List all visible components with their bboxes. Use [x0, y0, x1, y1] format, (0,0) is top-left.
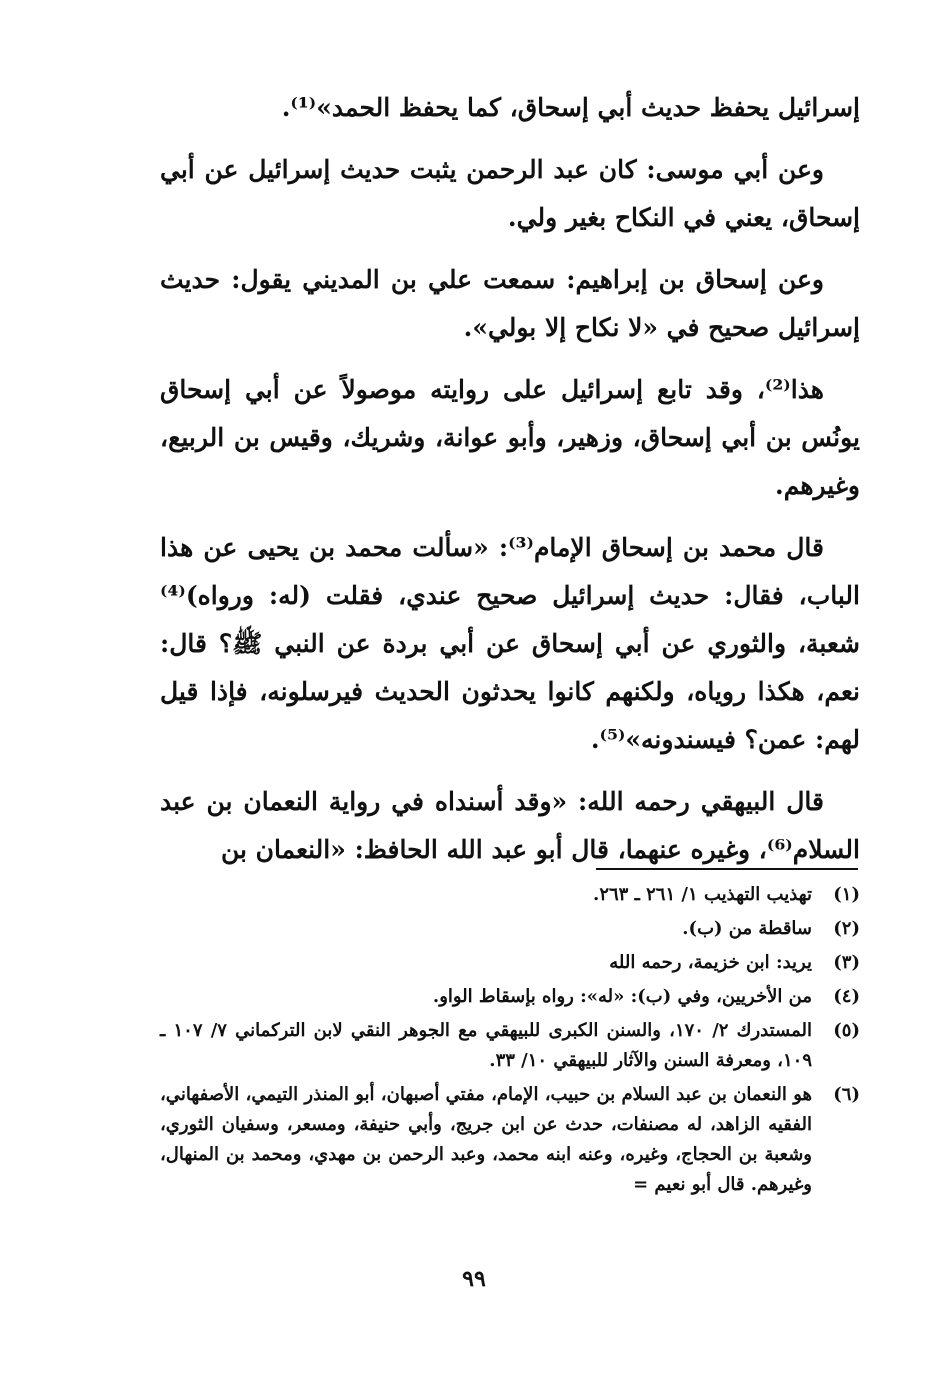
footnote-number: (٦) — [833, 1084, 860, 1105]
page-number: ٩٩ — [462, 1266, 486, 1292]
footnote — [160, 1016, 860, 1076]
footnote-text: من الأخريين، وفي (ب): «له»: رواه بإسقاط الواو. — [432, 986, 812, 1007]
footnote-number: (٣) — [833, 952, 860, 973]
footnote — [160, 1080, 860, 1200]
paragraph-4: هذا⁽²⁾، وقد تابع إسرائيل على روايته موصولاً عن أبي إسحاق يونُس بن أبي إسحاق، وزهير، وأبو عوانة، وشريك، وقيس بن الربيع، وغيرهم. — [160, 375, 860, 500]
footnote-text: ساقطة من (ب). — [682, 918, 812, 939]
footnote-text: هو النعمان بن عبد السلام بن حبيب، الإمام، مفتي أصبهان، أبو المنذر التيمي، الأصفهاني، الفقيه الزاهد، له مصنفات، حدث عن ابن جريج، وأبي حنيفة، ومسعر، وسفيان الثوري، وشعبة بن الحجاج، وغيره، وعنه ابنه محمد، وعبد الرحمن بن مهدي، ومحمد بن المنهال، وغيرهم. قال أبو نعيم = — [160, 1084, 812, 1195]
footnote-number: (٢) — [833, 918, 860, 939]
footnote-number: (٤) — [833, 986, 860, 1007]
paragraph-1: إسرائيل يحفظ حديث أبي إسحاق، كما يحفظ الحمد»⁽¹⁾. — [281, 93, 860, 122]
paragraph-3: وعن إسحاق بن إبراهيم: سمعت علي بن المديني يقول: حديث إسرائيل صحيح في «لا نكاح إلا بولي». — [160, 265, 860, 342]
footnote — [160, 880, 860, 910]
footnote-text: المستدرك ٢/ ١٧٠، والسنن الكبرى للبيهقي مع الجوهر النقي لابن التركماني ٧/ ١٠٧ ـ ١٠٩، ومعرفة السنن والآثار للبيهقي ١٠/ ٣٣. — [160, 1020, 813, 1071]
paragraph-5: قال محمد بن إسحاق الإمام⁽³⁾: «سألت محمد بن يحيى عن هذا الباب، فقال: حديث إسرائيل صحيح عندي، فقلت (له: ورواه)⁽⁴⁾ شعبة، والثوري عن أبي إسحاق عن أبي بردة عن النبي ﷺ؟ قال: نعم، هكذا روياه، ولكنهم كانوا يحدثون الحديث فيرسلونه، فإذا قيل لهم: عمن؟ فيسندونه»⁽⁵⁾. — [160, 533, 860, 754]
main-text — [160, 84, 860, 888]
footnote-divider — [596, 868, 858, 870]
footnote-number: (٥) — [833, 1020, 860, 1041]
footnote-number: (١) — [833, 884, 860, 905]
footnotes — [160, 880, 860, 1204]
footnote — [160, 982, 860, 1012]
paragraph-2: وعن أبي موسى: كان عبد الرحمن يثبت حديث إسرائيل عن أبي إسحاق، يعني في النكاح بغير ولي. — [160, 155, 860, 232]
footnote — [160, 914, 860, 944]
footnote — [160, 948, 860, 978]
footnote-text: يريد: ابن خزيمة، رحمه الله — [609, 952, 812, 973]
footnote-text: تهذيب التهذيب ١/ ٢٦١ ـ ٢٦٣. — [593, 884, 812, 905]
paragraph-6: قال البيهقي رحمه الله: «وقد أسنداه في رواية النعمان بن عبد السلام⁽⁶⁾، وغيره عنهما، قال أبو عبد الله الحافظ: «النعمان بن — [160, 787, 860, 864]
